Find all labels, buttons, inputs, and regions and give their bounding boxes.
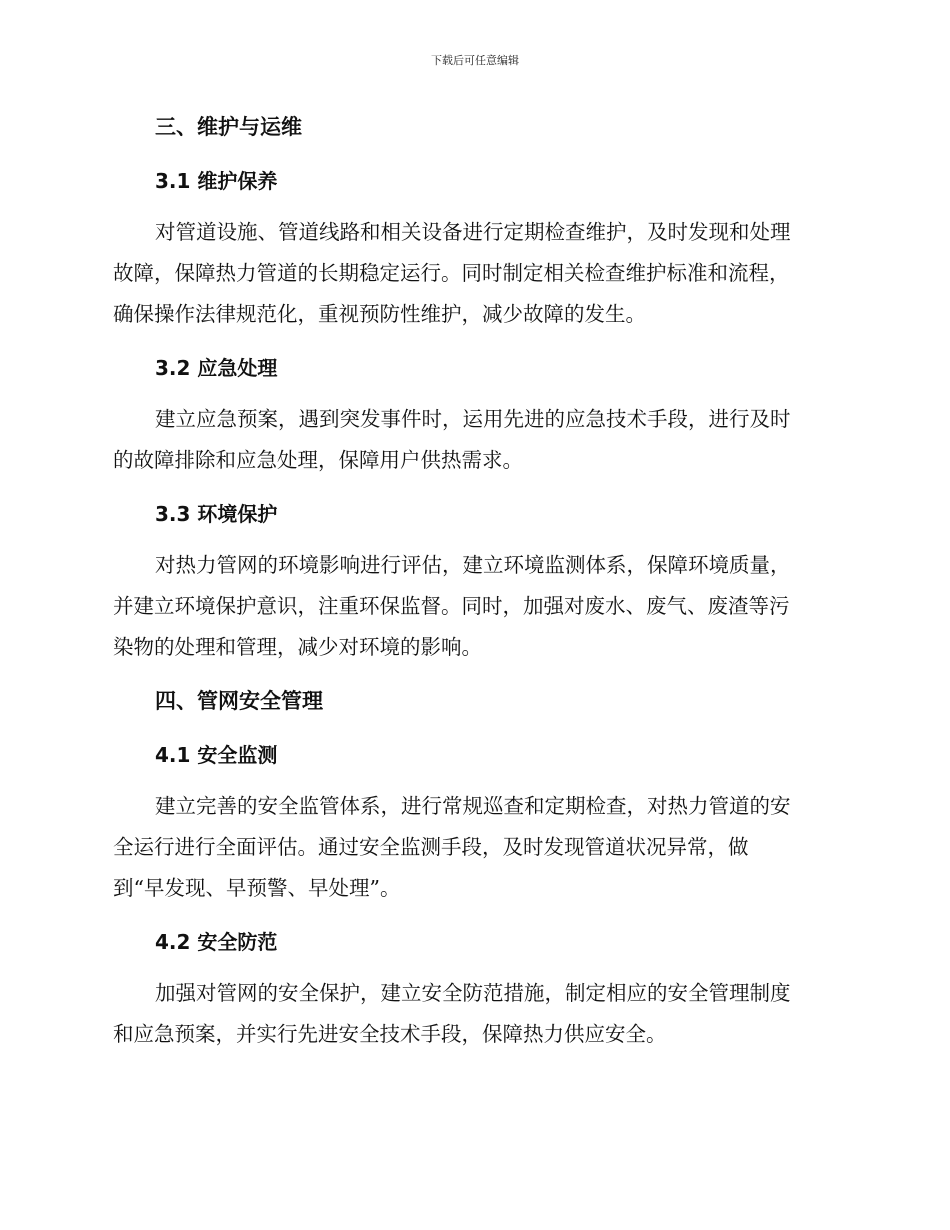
paragraph-line: 建立应急预案，遇到突发事件时，运用先进的应急技术手段，进行及时 <box>155 407 791 431</box>
paragraph-line: 到“早发现、早预警、早处理”。 <box>113 876 401 900</box>
paragraph-line: 确保操作法律规范化，重视预防性维护，减少故障的发生。 <box>113 302 646 326</box>
paragraph-line: 加强对管网的安全保护，建立安全防范措施，制定相应的安全管理制度 <box>155 981 791 1005</box>
paragraph-line: 对管道设施、管道线路和相关设备进行定期检查维护，及时发现和处理 <box>155 220 791 244</box>
document-body <box>113 106 833 1067</box>
paragraph-line: 建立完善的安全监管体系，进行常规巡查和定期检查，对热力管道的安 <box>155 794 791 818</box>
paragraph <box>113 973 833 1055</box>
page-header: 下载后可任意编辑 <box>431 54 519 67</box>
paragraph-line: 并建立环境保护意识，注重环保监督。同时，加强对废水、废气、废渣等污 <box>113 594 790 618</box>
paragraph <box>113 545 833 668</box>
paragraph-line: 对热力管网的环境影响进行评估，建立环境监测体系，保障环境质量， <box>155 553 791 577</box>
paragraph-line: 全运行进行全面评估。通过安全监测手段，及时发现管道状况异常，做 <box>113 835 749 859</box>
paragraph <box>113 399 833 481</box>
subsection-heading: 3.3 环境保护 <box>155 502 278 526</box>
paragraph-line: 染物的处理和管理，减少对环境的影响。 <box>113 635 482 659</box>
subsection-heading: 4.1 安全监测 <box>155 743 278 767</box>
paragraph-line: 故障，保障热力管道的长期稳定运行。同时制定相关检查维护标准和流程， <box>113 261 790 285</box>
section-heading: 四、管网安全管理 <box>155 689 323 713</box>
paragraph-line: 的故障排除和应急处理，保障用户供热需求。 <box>113 448 523 472</box>
subsection-heading: 3.1 维护保养 <box>155 169 278 193</box>
paragraph <box>113 786 833 909</box>
paragraph-line: 和应急预案，并实行先进安全技术手段，保障热力供应安全。 <box>113 1022 667 1046</box>
paragraph <box>113 212 833 335</box>
section-heading: 三、维护与运维 <box>155 115 302 139</box>
subsection-heading: 4.2 安全防范 <box>155 930 278 954</box>
subsection-heading: 3.2 应急处理 <box>155 356 278 380</box>
